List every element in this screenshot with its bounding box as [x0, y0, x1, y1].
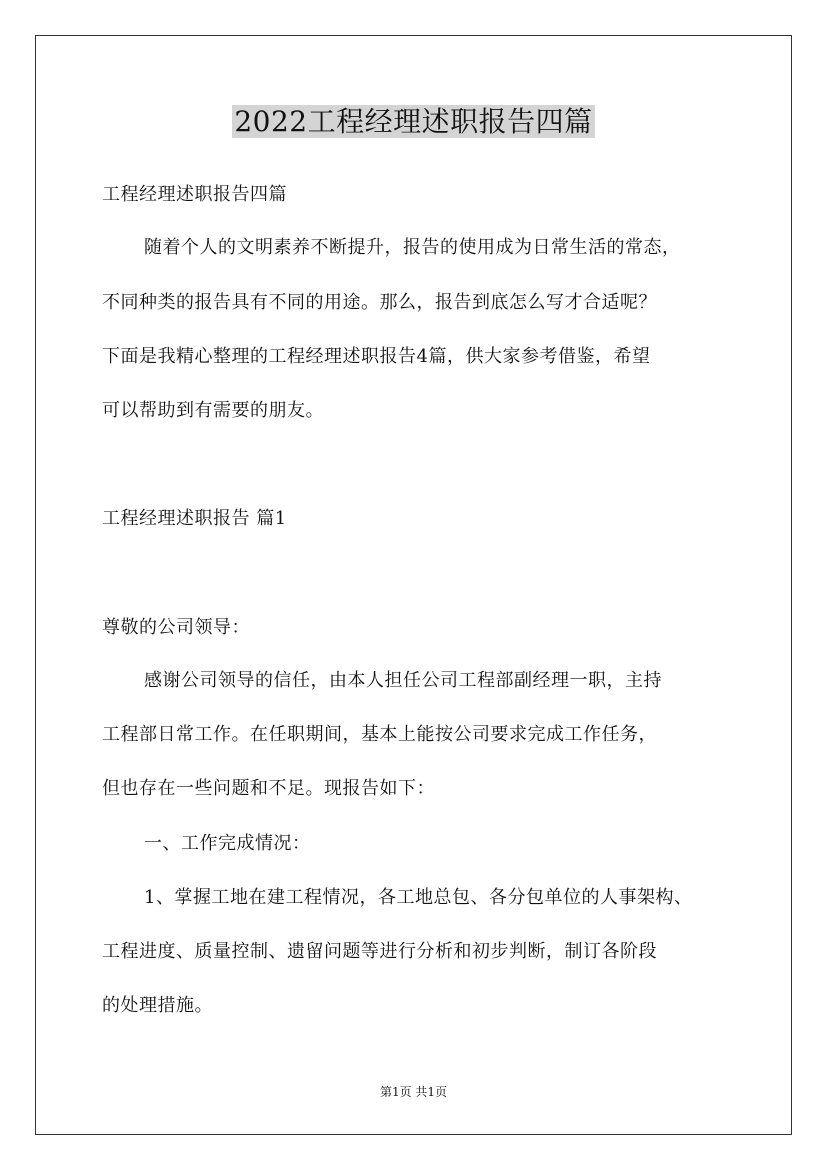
body-line-4: 一、工作完成情况：: [144, 833, 311, 854]
body-line-1: 感谢公司领导的信任，由本人担任公司工程部副经理一职，主持: [144, 670, 662, 691]
body-line-6: 工程进度、质量控制、遗留问题等进行分析和初步判断，制订各阶段: [102, 941, 657, 962]
document-title-text: 2022工程经理述职报告四篇: [234, 105, 593, 138]
intro-line-2: 不同种类的报告具有不同的用途。那么，报告到底怎么写才合适呢？: [102, 292, 657, 313]
intro-line-1: 随着个人的文明素养不断提升，报告的使用成为日常生活的常态，: [144, 237, 681, 258]
document-title: [0, 102, 827, 142]
body-line-5: 1、掌握工地在建工程情况，各工地总包、各分包单位的人事架构、: [144, 887, 693, 908]
intro-line-4: 可以帮助到有需要的朋友。: [102, 400, 324, 421]
document-subtitle: 工程经理述职报告四篇: [102, 184, 287, 205]
salutation: 尊敬的公司领导：: [102, 617, 250, 638]
body-line-7: 的处理措施。: [102, 995, 213, 1016]
section-heading: 工程经理述职报告 篇1: [102, 508, 287, 529]
body-line-3: 但也存在一些问题和不足。现报告如下：: [102, 778, 435, 799]
page-footer: 第1页 共1页: [379, 1085, 448, 1099]
intro-line-3: 下面是我精心整理的工程经理述职报告4篇，供大家参考借鉴，希望: [102, 346, 651, 367]
body-line-2: 工程部日常工作。在任职期间，基本上能按公司要求完成工作任务，: [102, 724, 657, 745]
